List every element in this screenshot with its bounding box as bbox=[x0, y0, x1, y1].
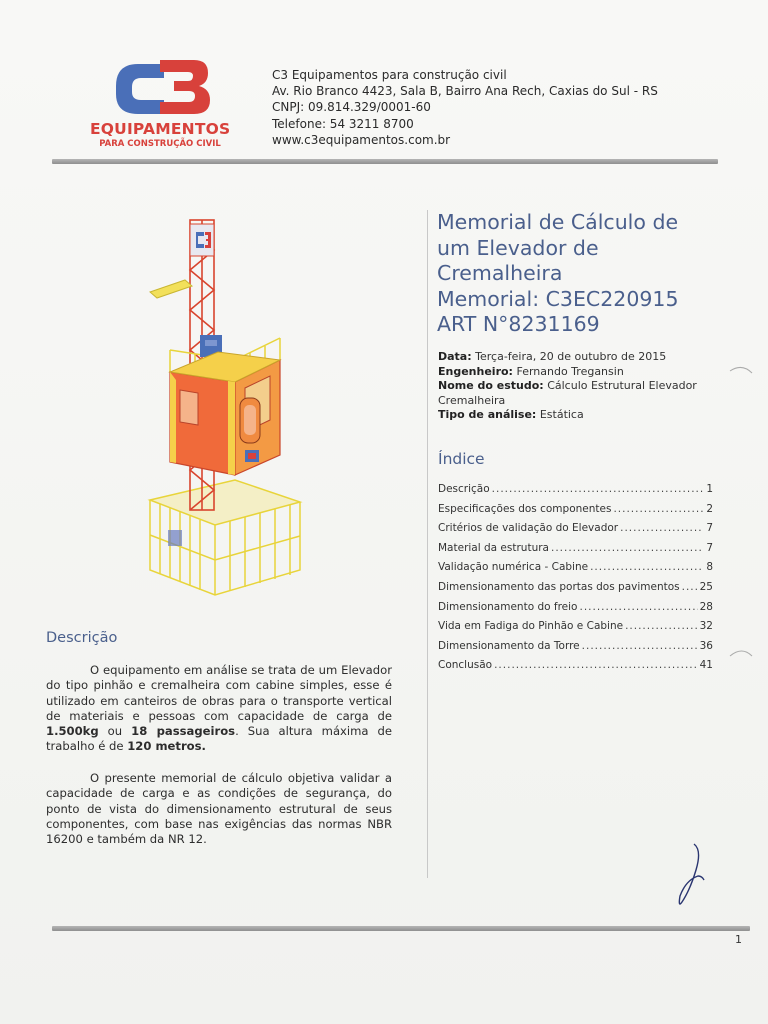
description-heading: Descrição bbox=[46, 630, 118, 646]
elevator-illustration bbox=[140, 210, 310, 605]
toc-item-label: Validação numérica - Cabine bbox=[438, 561, 589, 574]
document-metadata bbox=[438, 350, 728, 423]
meta-date: Data: Terça-feira, 20 de outubro de 2015 bbox=[438, 350, 667, 363]
toc-leader-dots bbox=[579, 601, 697, 613]
index-heading: Índice bbox=[438, 450, 485, 468]
toc-item-page: 7 bbox=[706, 522, 713, 535]
toc-item[interactable] bbox=[438, 522, 713, 542]
toc-item[interactable] bbox=[438, 483, 713, 503]
toc-item-page: 28 bbox=[699, 600, 713, 613]
table-of-contents bbox=[438, 483, 713, 679]
company-address: Av. Rio Branco 4423, Sala B, Bairro Ana Rech, Caxias do Sul - RS bbox=[272, 84, 658, 99]
title-line-2: um Elevador de bbox=[437, 235, 599, 260]
toc-item[interactable] bbox=[438, 561, 713, 581]
logo-text bbox=[90, 120, 230, 149]
toc-item-page: 36 bbox=[699, 639, 713, 652]
binding-curl-mark bbox=[728, 363, 758, 383]
header-divider bbox=[52, 159, 718, 164]
toc-item[interactable] bbox=[438, 640, 713, 660]
toc-item-label: Vida em Fadiga do Pinhão e Cabine bbox=[438, 620, 624, 633]
meta-analysis: Tipo de análise: Estática bbox=[438, 408, 584, 421]
title-line-4: Memorial: C3EC220915 bbox=[437, 286, 679, 311]
document-title bbox=[437, 210, 737, 338]
logo-subtitle: PARA CONSTRUÇÃO CIVIL bbox=[99, 139, 221, 149]
page-number: 1 bbox=[735, 933, 742, 946]
company-phone: Telefone: 54 3211 8700 bbox=[272, 116, 414, 131]
toc-item-label: Dimensionamento do freio bbox=[438, 600, 578, 613]
toc-item[interactable] bbox=[438, 503, 713, 523]
company-cnpj: CNPJ: 09.814.329/0001-60 bbox=[272, 100, 431, 115]
toc-leader-dots bbox=[613, 503, 703, 515]
toc-item[interactable] bbox=[438, 542, 713, 562]
toc-item-page: 1 bbox=[706, 483, 713, 495]
footer-divider bbox=[52, 926, 750, 931]
toc-item-label: Especificações dos componentes bbox=[438, 502, 612, 515]
toc-leader-dots bbox=[492, 483, 703, 495]
toc-item-label: Critérios de validação do Elevador bbox=[438, 522, 619, 535]
company-info bbox=[272, 67, 658, 148]
title-line-5: ART N°8231169 bbox=[437, 312, 600, 336]
toc-item-page: 2 bbox=[706, 502, 713, 515]
toc-item-page: 25 bbox=[699, 580, 713, 593]
description-paragraph-1: O equipamento em análise se trata de um Elevador do tipo pinhão e cremalheira com cabine simples, esse é utilizado em canteiros de obras para o transporte vertical de materiais e pessoas com capacidade de carga de 1.500kg ou 18 passageiros. Sua altura máxima de trabalho é de 120 metros. bbox=[46, 663, 393, 754]
toc-leader-dots bbox=[620, 522, 703, 534]
title-line-1: Memorial de Cálculo de bbox=[437, 210, 679, 234]
company-name: C3 Equipamentos para construção civil bbox=[272, 68, 507, 82]
description-paragraph-2: O presente memorial de cálculo objetiva validar a capacidade de carga e as condições de segurança, do ponto de vista do dimensionamento estrutural de seus componentes, com base nas exigências das normas NBR 16200 e também da NR 12. bbox=[46, 771, 392, 847]
column-divider bbox=[427, 210, 428, 878]
toc-item-label: Dimensionamento das portas dos pavimentos bbox=[438, 580, 680, 593]
title-line-3: Cremalheira bbox=[437, 261, 563, 285]
toc-item-page: 8 bbox=[706, 561, 713, 574]
toc-leader-dots bbox=[494, 659, 698, 671]
toc-item[interactable] bbox=[438, 581, 713, 601]
toc-item-page: 7 bbox=[706, 541, 713, 554]
toc-item[interactable] bbox=[438, 620, 713, 640]
toc-leader-dots bbox=[582, 640, 698, 652]
toc-item[interactable] bbox=[438, 659, 713, 679]
toc-item-page: 32 bbox=[699, 620, 713, 633]
toc-item-label: Dimensionamento da Torre bbox=[438, 639, 580, 652]
toc-leader-dots bbox=[682, 581, 698, 593]
toc-leader-dots bbox=[590, 561, 703, 573]
toc-item-label: Conclusão bbox=[438, 659, 493, 672]
toc-item-page: 41 bbox=[699, 659, 713, 672]
toc-leader-dots bbox=[625, 620, 698, 632]
company-website[interactable]: www.c3equipamentos.com.br bbox=[272, 132, 451, 147]
logo-word: EQUIPAMENTOS bbox=[90, 120, 231, 138]
binding-curl-mark bbox=[728, 644, 758, 664]
meta-study: Nome do estudo: Cálculo Estrutural Elevador Cremalheira bbox=[438, 379, 697, 407]
toc-item-label: Material da estrutura bbox=[438, 541, 549, 554]
meta-engineer: Engenheiro: Fernando Tregansin bbox=[438, 364, 624, 378]
signature bbox=[672, 840, 712, 910]
toc-item-label: Descrição bbox=[438, 483, 490, 495]
toc-item[interactable] bbox=[438, 601, 713, 621]
toc-leader-dots bbox=[551, 542, 703, 554]
